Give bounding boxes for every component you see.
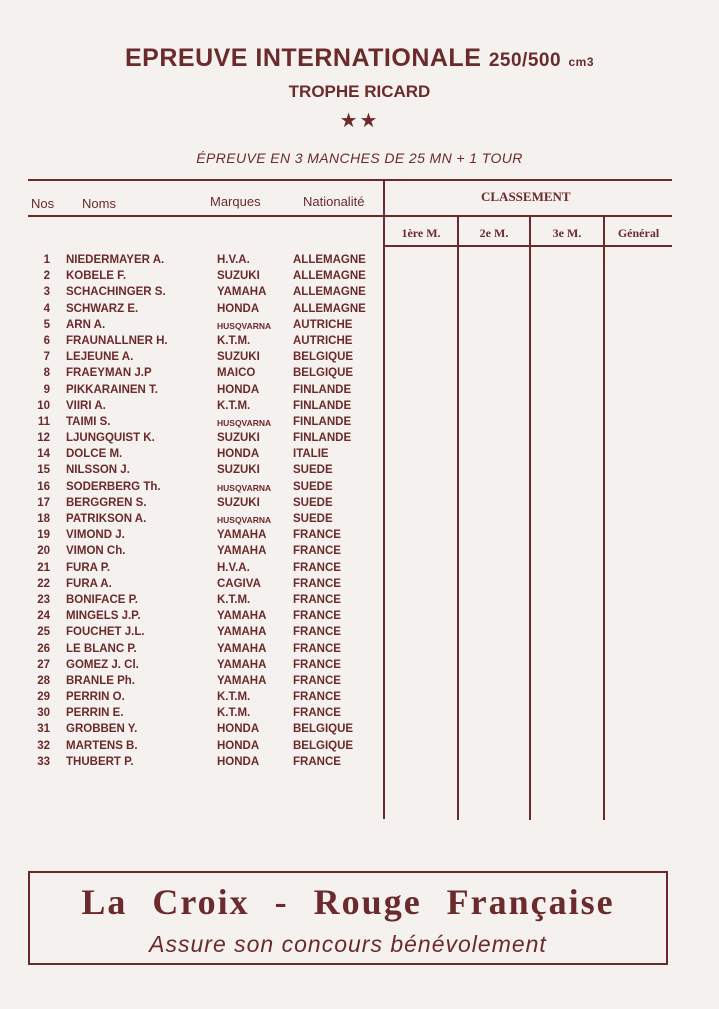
rider-brand: H.V.A.: [217, 254, 250, 266]
rider-name: PERRIN O.: [66, 691, 125, 704]
table-row: [26, 303, 386, 319]
col-header-nationalite: Nationalité: [303, 194, 365, 209]
red-cross-banner: [28, 871, 668, 965]
rider-nationality: FRANCE: [293, 691, 341, 704]
rider-brand: YAMAHA: [217, 658, 267, 671]
trophy-name: TROPHE RICARD: [288, 82, 431, 101]
table-row: [26, 481, 386, 497]
rider-name: FURA P.: [66, 561, 111, 574]
rider-name: FURA A.: [66, 577, 112, 590]
rider-nationality: FRANCE: [293, 755, 341, 768]
table-row: [26, 335, 386, 351]
rider-brand: HUSQVARNA: [217, 482, 272, 493]
rider-name: MINGELS J.P.: [66, 610, 141, 623]
table-row: [26, 529, 386, 545]
table-row: [26, 464, 386, 480]
rider-number: 21: [37, 561, 50, 574]
rider-nationality: FRANCE: [293, 626, 341, 639]
table-row: [26, 351, 386, 367]
rider-nationality: SUEDE: [293, 496, 333, 509]
manche-rule: [384, 245, 672, 247]
rider-nationality: BELGIQUE: [293, 739, 354, 752]
rider-nationality: FRANCE: [293, 529, 341, 542]
rider-nationality: FRANCE: [293, 545, 341, 558]
rider-brand: HONDA: [217, 383, 260, 396]
rider-nationality: FINLANDE: [293, 415, 352, 428]
rider-nationality: FINLANDE: [293, 432, 352, 445]
rider-number: 5: [43, 318, 50, 331]
rider-number: 8: [43, 367, 50, 380]
table-row: [26, 626, 386, 642]
table-row: [26, 270, 386, 286]
rider-brand: YAMAHA: [217, 545, 267, 558]
table-row: [26, 448, 386, 464]
table-row: [26, 723, 386, 739]
rider-name: SODERBERG Th.: [66, 480, 161, 493]
rider-number: 12: [37, 432, 50, 445]
rider-name: PIKKARAINEN T.: [66, 383, 159, 396]
table-row: [26, 545, 386, 561]
col-header-manche-3: 3e M.: [552, 226, 582, 240]
rider-nationality: ITALIE: [293, 448, 329, 461]
stars-icon: ★★: [339, 110, 380, 132]
rider-brand: SUZUKI: [217, 351, 260, 364]
table-row: [26, 286, 386, 302]
event-title-main: EPREUVE INTERNATIONALE: [124, 44, 482, 72]
rider-number: 17: [37, 496, 50, 509]
rider-brand: K.T.M.: [217, 691, 251, 704]
rider-brand: SUZUKI: [217, 432, 260, 445]
rider-nationality: BELGIQUE: [293, 723, 354, 736]
rider-brand: HONDA: [217, 723, 260, 736]
rider-nationality: ALLEMAGNE: [293, 286, 366, 299]
col-divider-1: [457, 215, 459, 820]
table-row: [26, 384, 386, 400]
rider-name: LJUNGQUIST K.: [66, 432, 155, 445]
rider-name: SCHWARZ E.: [66, 302, 139, 315]
rider-nationality: FRANCE: [293, 642, 341, 655]
rider-nationality: FRANCE: [293, 593, 341, 606]
rider-nationality: AUTRICHE: [293, 334, 353, 347]
table-row: [26, 594, 386, 610]
rider-number: 3: [43, 286, 50, 299]
rider-name: FRAEYMAN J.P: [66, 367, 152, 380]
rider-brand: K.T.M.: [217, 593, 251, 606]
table-row: [26, 497, 386, 513]
rider-number: 20: [37, 545, 50, 558]
col-divider-2: [529, 215, 531, 820]
rider-name: BRANLE Ph.: [66, 674, 135, 687]
rider-number: 31: [37, 723, 50, 736]
table-row: [26, 562, 386, 578]
rider-brand: MAICO: [217, 367, 256, 380]
rider-name: LE BLANC P.: [66, 642, 137, 655]
rider-brand: YAMAHA: [217, 529, 267, 542]
rider-brand: YAMAHA: [217, 626, 267, 639]
rider-nationality: FRANCE: [293, 674, 341, 687]
rider-nationality: ALLEMAGNE: [293, 270, 366, 283]
rider-name: FRAUNALLNER H.: [66, 334, 168, 347]
rider-number: 28: [37, 674, 50, 687]
table-row: [26, 756, 386, 772]
rider-brand: SUZUKI: [217, 464, 260, 477]
event-unit: cm3: [568, 55, 595, 69]
rider-brand: HONDA: [217, 739, 260, 752]
rider-number: 10: [37, 399, 50, 412]
rider-number: 1: [43, 254, 50, 266]
col-divider-3: [603, 215, 605, 820]
table-row: [26, 610, 386, 626]
col-header-general: Général: [617, 226, 660, 240]
rider-name: PATRIKSON A.: [66, 513, 147, 525]
rider-nationality: ALLEMAGNE: [293, 254, 366, 266]
rider-number: 33: [37, 755, 50, 768]
rider-number: 7: [43, 351, 50, 364]
table-row: [26, 707, 386, 723]
rider-number: 30: [37, 707, 50, 720]
rider-name: GOMEZ J. Cl.: [66, 658, 139, 671]
classement-rule: [384, 215, 672, 217]
col-header-manche-2: 2e M.: [479, 226, 509, 240]
table-top-rule: [28, 179, 672, 181]
rider-nationality: FRANCE: [293, 561, 341, 574]
rider-name: VIIRI A.: [66, 399, 106, 412]
rider-nationality: SUEDE: [293, 464, 333, 477]
table-row: [26, 578, 386, 594]
rider-number: 9: [43, 383, 50, 396]
red-cross-name: La Croix - Rouge Française: [81, 882, 615, 922]
rider-nationality: FRANCE: [293, 658, 341, 671]
rider-name: SCHACHINGER S.: [66, 286, 166, 299]
rider-brand: HUSQVARNA: [217, 515, 272, 525]
rider-number: 16: [37, 480, 50, 493]
rider-nationality: BELGIQUE: [293, 351, 354, 364]
table-row: [26, 367, 386, 383]
rider-number: 6: [43, 334, 50, 347]
rider-name: NILSSON J.: [66, 464, 130, 477]
rider-brand: HUSQVARNA: [217, 417, 272, 428]
rider-brand: SUZUKI: [217, 270, 260, 283]
rider-number: 27: [37, 658, 50, 671]
rider-name: MARTENS B.: [66, 739, 138, 752]
rider-nationality: FINLANDE: [293, 383, 352, 396]
rider-name: PERRIN E.: [66, 707, 124, 720]
rider-number: 11: [37, 415, 50, 428]
col-header-noms: Noms: [82, 196, 116, 211]
rider-brand: SUZUKI: [217, 496, 260, 509]
col-header-nos: Nos: [31, 196, 55, 211]
table-row: [26, 659, 386, 675]
rider-number: 14: [37, 448, 50, 461]
rider-number: 29: [37, 691, 50, 704]
rider-brand: HONDA: [217, 302, 260, 315]
rider-nationality: BELGIQUE: [293, 367, 354, 380]
event-class: 250/500: [488, 50, 562, 71]
rider-brand: YAMAHA: [217, 642, 267, 655]
table-row: [26, 675, 386, 691]
rider-number: 4: [43, 302, 50, 315]
rider-brand: K.T.M.: [217, 707, 251, 720]
rider-number: 25: [37, 626, 50, 639]
table-row: [26, 319, 386, 335]
rider-number: 26: [37, 642, 50, 655]
rider-name: VIMOND J.: [66, 529, 125, 542]
rider-number: 18: [37, 513, 50, 525]
rider-brand: YAMAHA: [217, 286, 267, 299]
table-row: [26, 254, 386, 270]
event-title: [0, 44, 719, 73]
table-row: [26, 400, 386, 416]
rider-number: 24: [37, 610, 50, 623]
rider-number: 22: [37, 577, 50, 590]
rider-number: 19: [37, 529, 50, 542]
rider-name: NIEDERMAYER A.: [66, 254, 165, 266]
table-row: [26, 432, 386, 448]
col-header-classement: CLASSEMENT: [481, 189, 571, 204]
rider-nationality: ALLEMAGNE: [293, 302, 366, 315]
rider-name: VIMON Ch.: [66, 545, 126, 558]
rider-name: FOUCHET J.L.: [66, 626, 145, 639]
table-row: [26, 740, 386, 756]
col-header-manche-1: 1ère M.: [401, 226, 441, 240]
rider-number: 15: [37, 464, 50, 477]
table-row: [26, 513, 386, 529]
rider-list: [26, 254, 386, 772]
rider-name: TAIMI S.: [66, 415, 111, 428]
rider-nationality: FRANCE: [293, 707, 341, 720]
table-row: [26, 691, 386, 707]
col-header-marques: Marques: [210, 194, 261, 209]
rider-name: GROBBEN Y.: [66, 723, 138, 736]
rider-nationality: SUEDE: [293, 480, 333, 493]
table-row: [26, 416, 386, 432]
rider-brand: HUSQVARNA: [217, 320, 272, 331]
rider-nationality: FINLANDE: [293, 399, 352, 412]
rider-brand: YAMAHA: [217, 610, 267, 623]
rider-brand: HONDA: [217, 755, 260, 768]
rider-nationality: FRANCE: [293, 610, 341, 623]
header-rule: [28, 215, 384, 217]
rider-brand: K.T.M.: [217, 334, 251, 347]
rider-name: THUBERT P.: [66, 755, 134, 768]
rider-nationality: FRANCE: [293, 577, 341, 590]
rider-name: ARN A.: [66, 318, 106, 331]
table-row: [26, 643, 386, 659]
rider-brand: HONDA: [217, 448, 260, 461]
red-cross-tagline: Assure son concours bénévolement: [149, 931, 547, 957]
rider-name: DOLCE M.: [66, 448, 123, 461]
rider-name: BONIFACE P.: [66, 593, 138, 606]
rider-number: 32: [37, 739, 50, 752]
rider-nationality: SUEDE: [293, 513, 333, 525]
rider-name: BERGGREN S.: [66, 496, 147, 509]
rider-brand: H.V.A.: [217, 561, 250, 574]
rider-number: 2: [43, 270, 50, 283]
rider-brand: K.T.M.: [217, 399, 251, 412]
rider-name: KOBELE F.: [66, 270, 127, 283]
rider-brand: YAMAHA: [217, 674, 267, 687]
race-format: ÉPREUVE EN 3 MANCHES DE 25 MN + 1 TOUR: [196, 150, 523, 166]
rider-brand: CAGIVA: [217, 577, 261, 590]
rider-name: LEJEUNE A.: [66, 351, 134, 364]
rider-number: 23: [37, 593, 50, 606]
rider-nationality: AUTRICHE: [293, 318, 353, 331]
